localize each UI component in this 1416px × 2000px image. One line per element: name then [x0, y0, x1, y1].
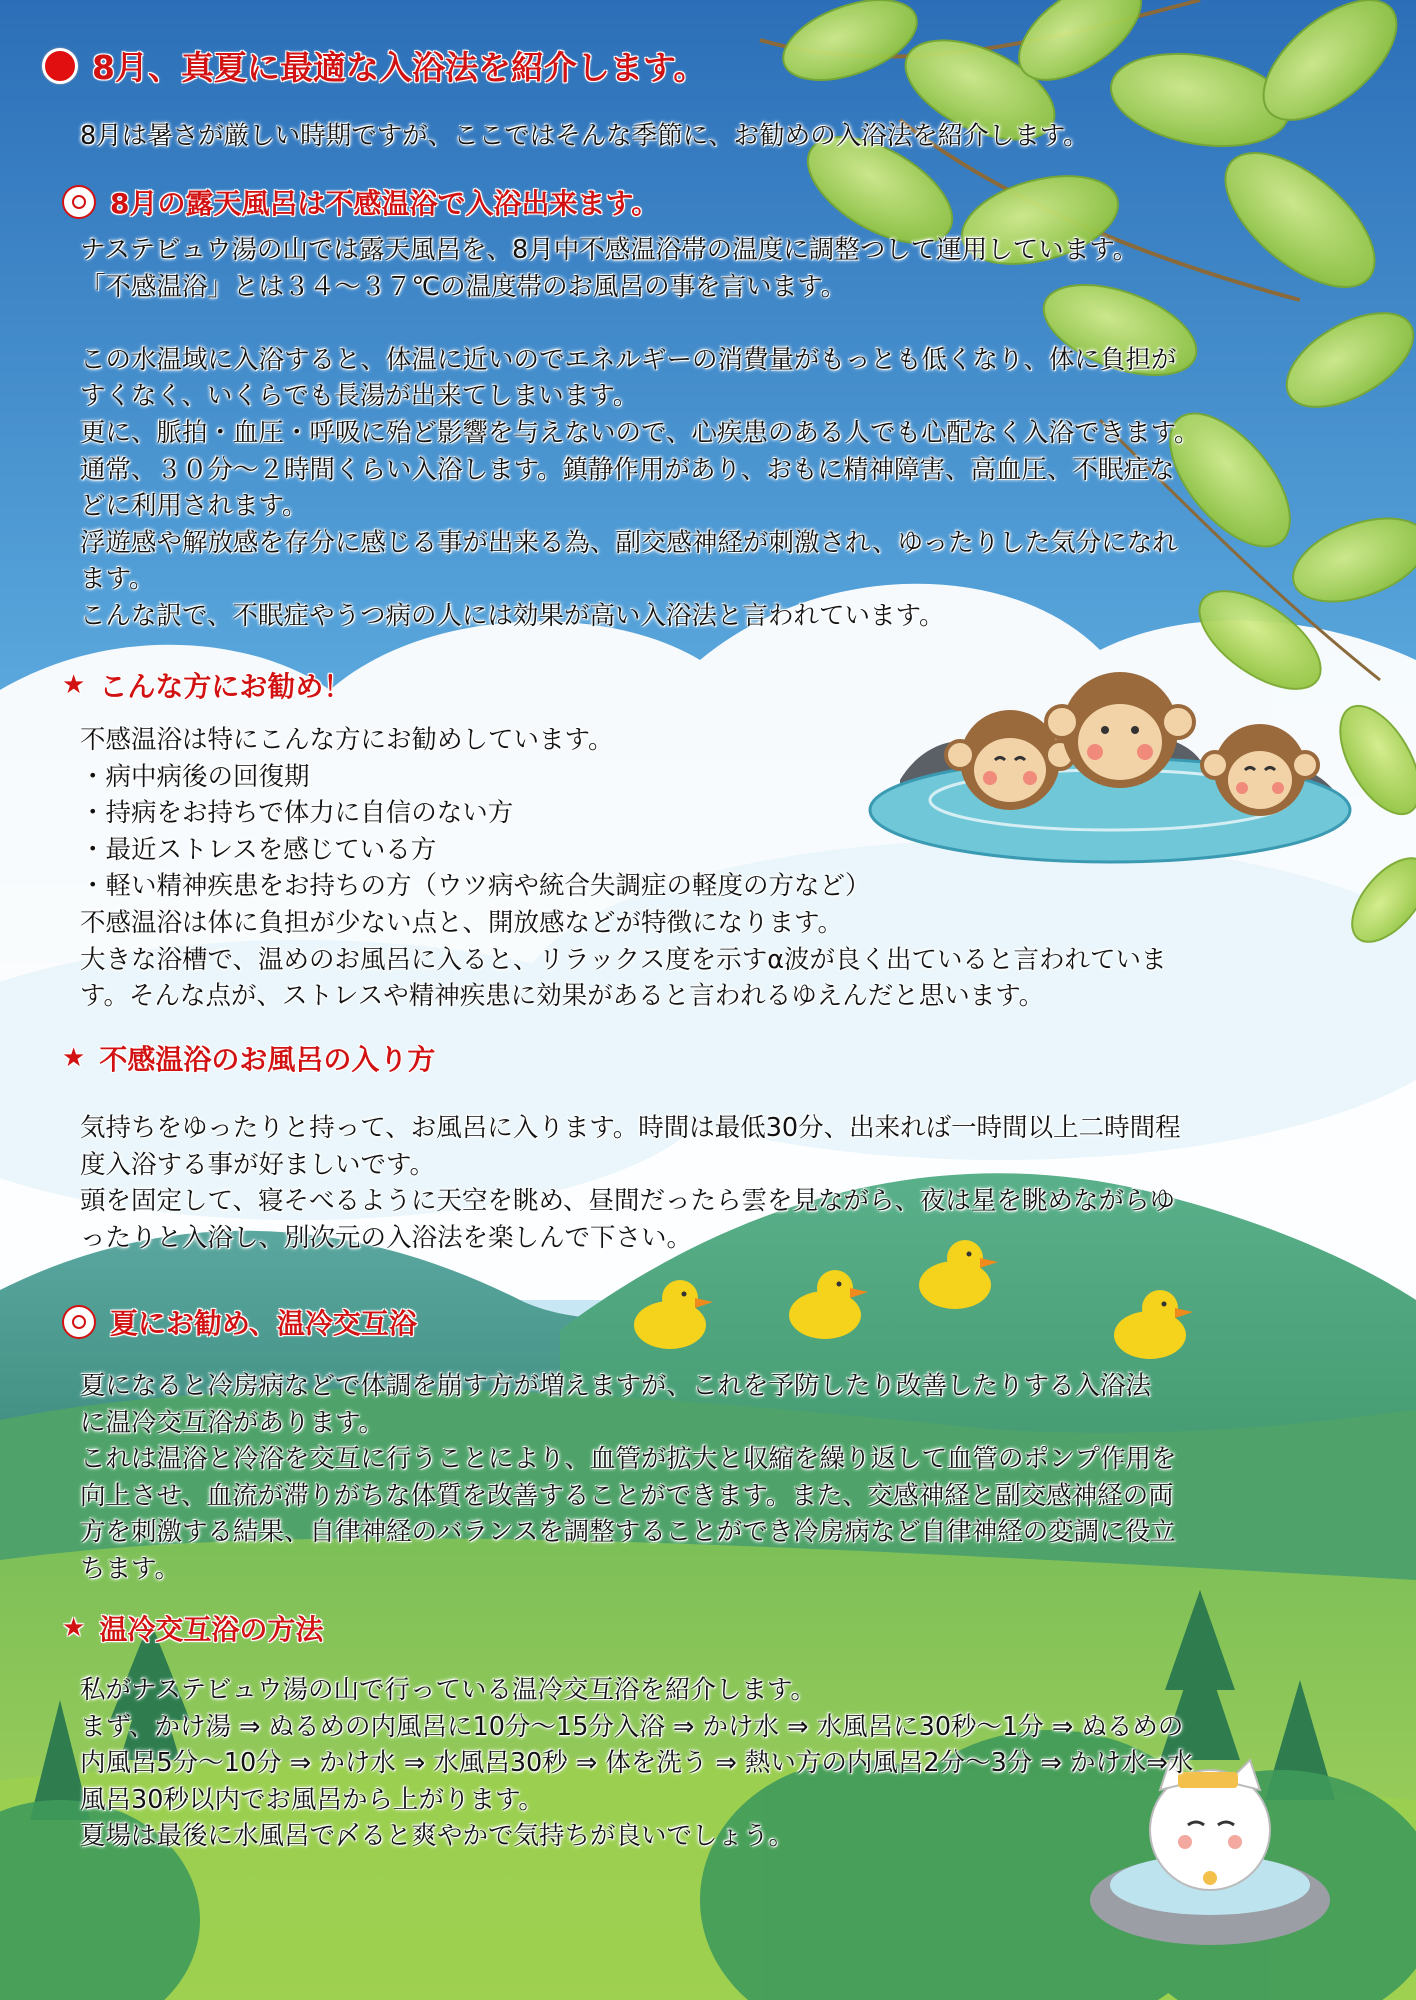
section2-heading [62, 665, 351, 705]
double-circle-icon [62, 1305, 96, 1339]
section5-heading-text: 温冷交互浴の方法 [99, 1613, 324, 1646]
text-line: ・持病をお持ちで体力に自信のない方 [80, 798, 514, 829]
text-line: す。そんな点が、ストレスや精神疾患に効果があると言われるゆえんだと思います。 [80, 981, 1045, 1012]
star-icon: ★ [62, 1613, 86, 1643]
text-line: すくなく、いくらでも長湯が出来てしまいます。 [80, 381, 639, 412]
section4-heading-text: 夏にお勧め、温冷交互浴 [110, 1307, 417, 1340]
page-title [42, 42, 706, 89]
text-line: 不感温浴は特にこんな方にお勧めしています。 [80, 725, 614, 755]
text-line: 私がナステビュウ湯の山で行っている温冷交互浴を紹介します。 [80, 1675, 816, 1705]
text-line: これは温浴と冷浴を交互に行うことにより、血管が拡大と収縮を繰り返して血管のポンプ作用を [80, 1444, 1177, 1475]
section2-heading-text: こんな方にお勧め！ [99, 670, 352, 703]
section4-heading [62, 1302, 417, 1342]
text-line: どに利用されます。 [80, 491, 308, 522]
text-line: 向上させ、血流が滞りがちな体質を改善することができます。また、交感神経と副交感神経の両 [80, 1480, 1174, 1511]
red-circle-icon [42, 48, 78, 84]
text-line: ったりと入浴し、別次元の入浴法を楽しんで下さい。 [80, 1222, 693, 1253]
section1-heading [62, 182, 659, 222]
intro-text: 8月は暑さが厳しい時期ですが、ここではそんな季節に、お勧めの入浴法を紹介します。 [80, 121, 1089, 151]
section3-heading [62, 1038, 435, 1078]
section3-body [80, 1110, 1380, 1256]
section4-body [80, 1368, 1380, 1588]
text-line: 夏場は最後に水風呂で〆ると爽やかで気持ちが良いでしょう。 [80, 1821, 795, 1852]
section5-heading [62, 1608, 323, 1648]
text-line: 大きな浴槽で、温めのお風呂に入ると、リラックス度を示すα波が良く出ていると言われていま [80, 944, 1167, 975]
text-line: この水温域に入浴すると、体温に近いのでエネルギーの消費量がもっとも低くなり、体に負担が [80, 344, 1177, 375]
text-line: ・病中病後の回復期 [80, 761, 310, 792]
star-icon: ★ [62, 1043, 86, 1073]
section1-heading-text: 8月の露天風呂は不感温浴で入浴出来ます。 [110, 187, 660, 220]
text-line: 不感温浴は体に負担が少ない点と、開放感などが特徴になります。 [80, 907, 843, 938]
text-line: ます。 [80, 564, 155, 595]
text-line: ナステビュウ湯の山では露天風呂を、8月中不感温浴帯の温度に調整つして運用しています。 [80, 235, 1139, 265]
text-line: 気持ちをゆったりと持って、お風呂に入ります。時間は最低30分、出来れば一時間以上二時間程 [80, 1113, 1181, 1143]
section3-heading-text: 不感温浴のお風呂の入り方 [99, 1043, 436, 1076]
text-line: こんな訳で、不眠症やうつ病の人には効果が高い入浴法と言われています。 [80, 600, 945, 631]
text-line: 浮遊感や解放感を存分に感じる事が出来る為、副交感神経が刺激され、ゆったりした気分になれ [80, 527, 1178, 558]
double-circle-icon [62, 185, 96, 219]
section1-body [80, 232, 1380, 635]
text-line: 度入浴する事が好ましいです。 [80, 1149, 435, 1180]
text-line: 頭を固定して、寝そべるように天空を眺め、昼間だったら雲を見ながら、夜は星を眺めながらゆ [80, 1186, 1175, 1217]
text-line: 夏になると冷房病などで体調を崩す方が増えますが、これを予防したり改善したりする入浴法 [80, 1371, 1152, 1401]
text-line: まず、かけ湯 ⇒ ぬるめの内風呂に10分～15分入浴 ⇒ かけ水 ⇒ 水風呂に30秒～1分 ⇒ ぬるめの [80, 1711, 1184, 1742]
intro-paragraph [80, 118, 1380, 155]
text-line: 更に、脈拍・血圧・呼吸に殆ど影響を与えないので、心疾患のある人でも心配なく入浴できます。 [80, 417, 1200, 448]
text-line: 通常、３０分～２時間くらい入浴します。鎮静作用があり、おもに精神障害、高血圧、不眠症な [80, 454, 1175, 485]
section2-body [80, 722, 1380, 1015]
text-line [80, 305, 1380, 342]
text-line: ・軽い精神疾患をお持ちの方（ウツ病や統合失調症の軽度の方など） [80, 871, 871, 902]
text-line: 方を刺激する結果、自律神経のバランスを調整することができ冷房病など自律神経の変調に役立 [80, 1517, 1176, 1548]
star-icon: ★ [62, 670, 86, 700]
text-line: 風呂30秒以内でお風呂から上がります。 [80, 1784, 544, 1815]
section5-body [80, 1672, 1380, 1855]
text-line: 「不感温浴」とは３４～３７℃の温度帯のお風呂の事を言います。 [80, 271, 847, 302]
text-line: ・最近ストレスを感じている方 [80, 834, 437, 865]
text-line: に温冷交互浴があります。 [80, 1407, 384, 1438]
text-line: ちます。 [80, 1553, 180, 1584]
text-line: 内風呂5分～10分 ⇒ かけ水 ⇒ 水風呂30秒 ⇒ 体を洗う ⇒ 熱い方の内風呂2分～3分 ⇒ かけ水⇒水 [80, 1748, 1194, 1779]
page-title-text: 8月、真夏に最適な入浴法を紹介します。 [92, 48, 707, 87]
